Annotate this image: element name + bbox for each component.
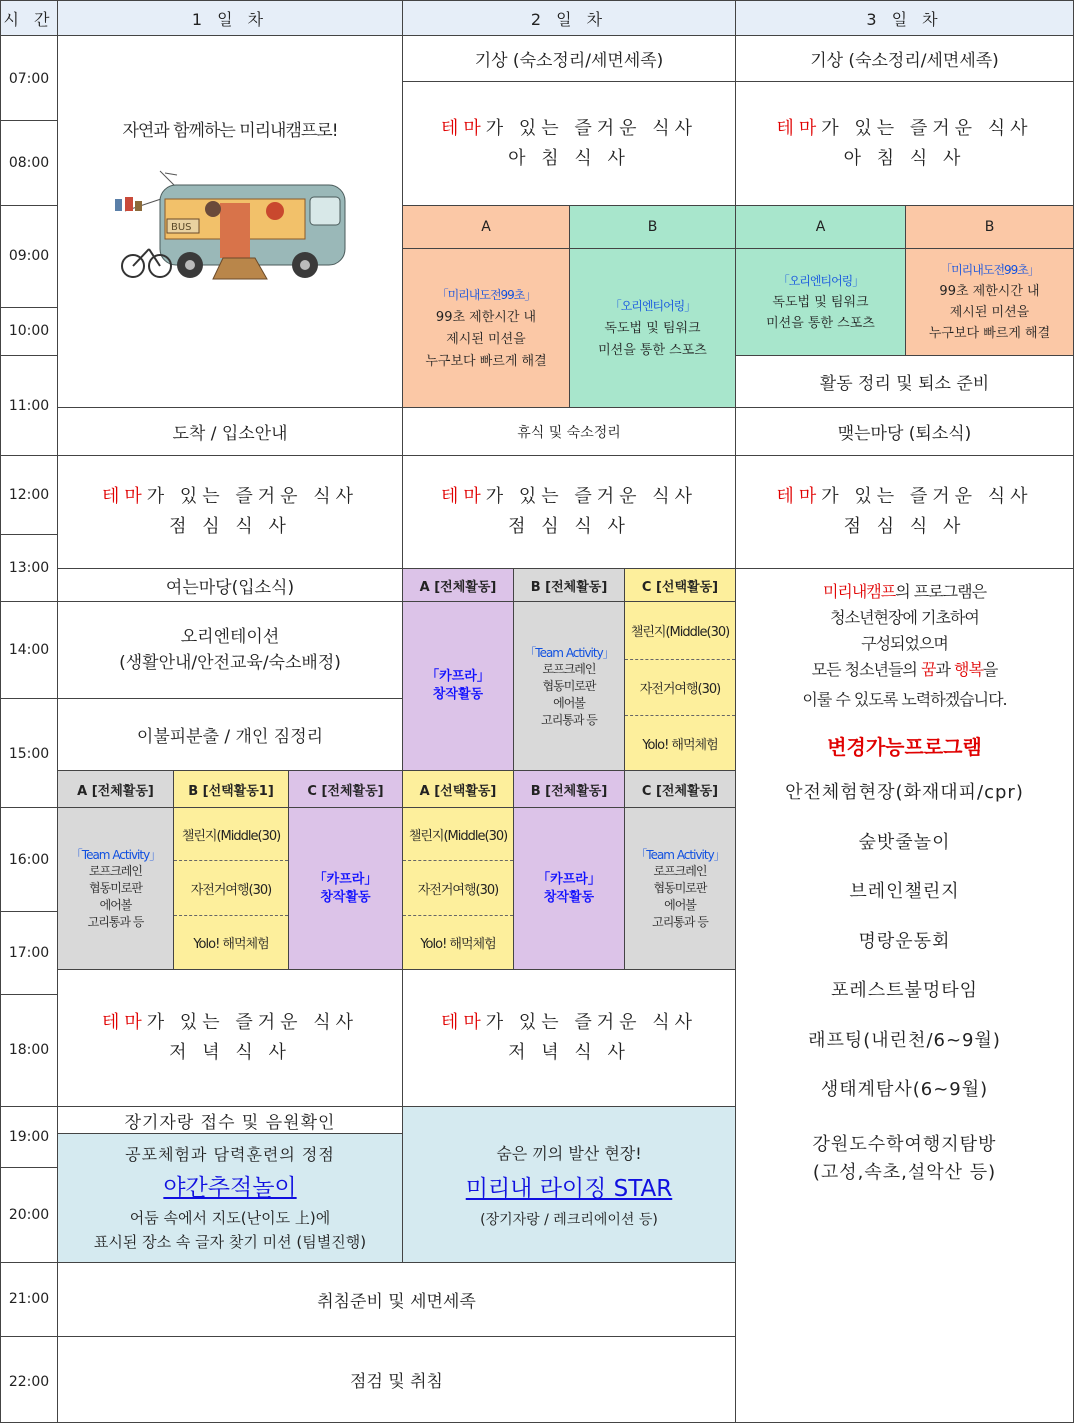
meal-theme-line	[441, 1008, 697, 1038]
day1-opening-label: 여는마당(입소식)	[165, 577, 295, 598]
team-item: 에어볼	[664, 898, 696, 912]
day2-wakeup	[402, 35, 736, 82]
night-check	[57, 1336, 736, 1423]
meal-phrase: 가 있는 즐거운 식사	[485, 117, 698, 139]
day1-group-a-header	[57, 770, 174, 808]
dinner-label: 저 녁 식 사	[169, 1042, 291, 1063]
header-day3	[735, 0, 1074, 36]
kapla-subtitle: 창작활동	[432, 687, 484, 702]
time-label: 21:00	[8, 1291, 50, 1307]
header-day2-label: 2 일 차	[530, 9, 608, 29]
camp-bus-illustration	[105, 161, 355, 291]
theme-word: 테마	[440, 486, 486, 507]
day3-notice-text	[802, 579, 1006, 713]
notice-text: 의 프로그램은	[895, 582, 987, 601]
program-item: 포레스트불멍타임	[830, 980, 979, 1001]
team-activity-title: 「Team Activity」	[635, 848, 725, 862]
day2-group-a-header	[402, 205, 570, 249]
time-label: 09:00	[8, 248, 50, 264]
notice-line: 구성되었으며	[861, 634, 948, 653]
miri99-line: 제시된 미션을	[446, 331, 526, 347]
team-item: 에어볼	[99, 898, 132, 912]
svg-text:BUS: BUS	[171, 222, 192, 233]
day2-pm2-group-c-header	[624, 770, 736, 808]
time-label: 19:00	[8, 1129, 50, 1145]
miri99-line: 누구보다 빠르게 해결	[928, 326, 1051, 341]
notice-line: 청소년현장에 기초하여	[830, 608, 979, 627]
meal-phrase: 가 있는 즐거운 식사	[821, 486, 1033, 507]
day2-lunch	[402, 455, 736, 569]
time-label: 14:00	[8, 642, 50, 658]
night-title: 야간추적놀이	[163, 1175, 297, 1201]
group-label: A	[481, 219, 491, 235]
theme-word: 테마	[776, 117, 822, 139]
rising-star-title: 미리내 라이징 STAR	[465, 1175, 673, 1202]
yolo-label: Yolo! 해먹체험	[642, 737, 718, 753]
day2-rest	[402, 407, 736, 456]
header-time	[0, 0, 58, 36]
team-item: 고리통과 등	[87, 915, 144, 929]
night-subtitle: 공포체험과 담력훈련의 정점	[125, 1145, 335, 1164]
night-prep-label: 취침준비 및 세면세족	[317, 1292, 476, 1312]
day1-arrival-label: 도착 / 입소안내	[172, 424, 288, 444]
day2-group-b-header	[569, 205, 736, 249]
day1-team-activity	[57, 807, 174, 970]
rising-star-subtitle: 숨은 끼의 발산 현장!	[496, 1143, 642, 1163]
night-desc: 표시된 장소 속 글자 찾기 미션 (팀별진행)	[93, 1233, 367, 1251]
program-item: 숲밧줄놀이	[858, 831, 951, 853]
notice-line: 이룰 수 있도록 노력하겠습니다.	[802, 690, 1007, 709]
meal-theme-line	[441, 114, 697, 144]
header-day3-label: 3 일 차	[866, 9, 943, 29]
time-label: 12:00	[8, 487, 50, 503]
meal-phrase: 가 있는 즐거운 식사	[485, 486, 698, 507]
header-day2	[402, 0, 736, 36]
group-label: A	[815, 219, 826, 235]
challenge-label: 챌린지(Middle(30)	[181, 828, 281, 844]
day1-arrival	[57, 407, 403, 456]
day3-miri99	[905, 248, 1074, 356]
orienteering-title: 「오리엔티어링」	[777, 273, 864, 288]
day2-team-activity-pm2	[624, 807, 736, 970]
team-item: 로프크레인	[89, 864, 142, 878]
time-label: 15:00	[8, 746, 50, 762]
time-label: 10:00	[8, 323, 50, 339]
day2-breakfast	[402, 81, 736, 206]
meal-phrase: 가 있는 즐거운 식사	[146, 1012, 359, 1033]
meal-phrase: 가 있는 즐거운 식사	[146, 486, 359, 507]
miri99-title: 「미리내도전99초」	[436, 287, 536, 302]
header-time-label: 시 간	[3, 9, 55, 29]
time-label: 18:00	[8, 1042, 50, 1058]
kapla-title: 「카프라」	[537, 871, 601, 887]
day2-miri99	[402, 248, 570, 408]
time-label: 17:00	[8, 945, 50, 961]
day1-intro-cell	[57, 35, 403, 408]
notice-line	[802, 579, 1006, 605]
day1-talent-registration	[57, 1106, 403, 1134]
day3-lunch	[735, 455, 1074, 569]
night-prep	[57, 1262, 736, 1337]
day2-team-activity	[513, 601, 625, 771]
night-check-label: 점검 및 취침	[350, 1372, 443, 1392]
team-activity-title: 「Team Activity」	[70, 848, 161, 862]
tour-places: (고성,속초,설악산 등)	[812, 1161, 997, 1183]
day2-kapla-pm2	[513, 807, 625, 970]
theme-word: 테마	[440, 117, 486, 139]
group-label: B [전체활동]	[530, 783, 608, 799]
day2-kapla	[402, 601, 514, 771]
orienteering-title: 「오리엔티어링」	[609, 298, 696, 313]
challenge-label: 챌린지(Middle(30)	[630, 625, 730, 640]
bike-label: 자전거여행(30)	[639, 682, 721, 697]
day2-group-c-frame	[624, 601, 736, 771]
day1-intro-text: 자연과 함께하는 미리내캠프로!	[122, 121, 338, 141]
day1-opening	[57, 568, 403, 602]
miri99-line: 누구보다 빠르게 해결	[425, 353, 547, 369]
breakfast-label: 아 침 식 사	[508, 147, 630, 169]
team-item: 고리통과 등	[541, 712, 597, 727]
orienteering-line: 독도법 및 팀워크	[772, 294, 869, 310]
rising-star-desc: (장기자랑 / 레크리에이션 등)	[480, 1211, 658, 1228]
breakfast-label: 아 침 식 사	[843, 147, 966, 169]
day3-breakfast	[735, 81, 1074, 206]
day1-bedding	[57, 698, 403, 771]
meal-theme-line	[441, 482, 697, 512]
program-item: 안전체험현장(화재대피/cpr)	[785, 782, 1024, 803]
group-label: A [선택활동]	[419, 783, 497, 799]
program-item: 브레인챌린지	[849, 881, 960, 902]
group-label: C [전체활동]	[307, 783, 384, 799]
day3-cleanup	[735, 355, 1074, 408]
bike-label: 자전거여행(30)	[190, 882, 272, 898]
group-label: B	[984, 219, 995, 235]
time-label: 07:00	[8, 71, 50, 87]
tour-title: 강원도수학여행지탐방	[812, 1133, 997, 1155]
changeable-program-list	[785, 768, 1024, 1115]
time-label: 22:00	[8, 1374, 50, 1390]
miri99-line: 제시된 미션을	[949, 305, 1030, 320]
team-item: 에어볼	[553, 695, 585, 710]
meal-phrase: 가 있는 즐거운 식사	[821, 117, 1033, 139]
miri99-title: 「미리내도전99초」	[940, 263, 1039, 277]
notice-text: 과	[935, 660, 954, 679]
day2-pm-group-a-header	[402, 568, 514, 602]
bike-label: 자전거여행(30)	[417, 882, 499, 898]
lunch-label: 점 심 식 사	[169, 516, 291, 537]
meal-phrase: 가 있는 즐거운 식사	[485, 1012, 698, 1033]
day1-group-b-header	[173, 770, 289, 808]
day2-pm2-group-b-header	[513, 770, 625, 808]
day3-closing	[735, 407, 1074, 456]
notice-line	[802, 657, 1006, 683]
day3-group-a-header	[735, 205, 906, 249]
challenge-label: 챌린지(Middle(30)	[408, 828, 508, 844]
group-label: B	[647, 219, 658, 235]
orientation-title: 오리엔테이션	[180, 627, 280, 647]
meal-theme-line	[102, 482, 358, 512]
notice-text: 모든 청소년들의	[811, 660, 921, 679]
dinner-label: 저 녁 식 사	[508, 1042, 630, 1063]
day1-group-b-frame	[173, 807, 289, 970]
day2-dinner	[402, 969, 736, 1107]
time-label: 16:00	[8, 852, 50, 868]
day1-dinner	[57, 969, 403, 1107]
time-label: 13:00	[8, 560, 50, 576]
program-item: 명랑운동회	[858, 930, 951, 952]
team-item: 로프크레인	[653, 864, 707, 878]
day1-night-tracking	[57, 1133, 403, 1263]
meal-theme-line	[776, 482, 1032, 512]
group-label: B [전체활동]	[530, 579, 608, 595]
orienteering-line: 미션을 통한 스포츠	[598, 342, 707, 358]
day3-notice-panel	[735, 568, 1074, 1423]
day1-lunch	[57, 455, 403, 569]
kapla-title: 「카프라」	[426, 669, 490, 684]
day3-orienteering	[735, 248, 906, 356]
group-label: A [전체활동]	[419, 579, 497, 595]
miri99-line: 99초 제한시간 내	[435, 309, 537, 325]
day2-group-a-frame	[402, 807, 514, 970]
lunch-label: 점 심 식 사	[508, 516, 630, 537]
team-activity-title: 「Team Activity」	[524, 645, 614, 660]
yolo-label: Yolo! 해먹체험	[420, 937, 496, 952]
team-item: 협동미로판	[653, 881, 707, 895]
day3-wakeup	[735, 35, 1074, 82]
closing-label: 맺는마당 (퇴소식)	[837, 424, 972, 444]
day2-rising-star	[402, 1106, 736, 1263]
meal-theme-line	[776, 114, 1032, 144]
time-label: 08:00	[8, 155, 50, 171]
day1-bedding-label: 이불피분출 / 개인 짐정리	[136, 727, 324, 747]
day1-orientation	[57, 601, 403, 699]
group-label: C [전체활동]	[641, 783, 719, 799]
day1-kapla	[288, 807, 403, 970]
kapla-subtitle: 창작활동	[543, 889, 595, 905]
theme-word: 테마	[101, 1012, 147, 1033]
team-item: 협동미로판	[542, 678, 596, 693]
cleanup-label: 활동 정리 및 퇴소 준비	[819, 374, 990, 394]
theme-word: 테마	[776, 486, 822, 507]
notice-camp-name: 미리내캠프	[822, 582, 896, 601]
day2-pm-group-b-header	[513, 568, 625, 602]
time-label: 11:00	[8, 398, 50, 414]
orientation-detail: (생활안내/안전교육/숙소배정)	[119, 653, 341, 673]
notice-happy: 행복	[954, 660, 983, 679]
wakeup-label: 기상 (숙소정리/세면세족)	[474, 51, 664, 71]
rest-label: 휴식 및 숙소정리	[517, 424, 621, 441]
group-label: A [전체활동]	[77, 783, 154, 799]
orienteering-line: 독도법 및 팀워크	[604, 320, 701, 336]
day2-pm-group-c-header	[624, 568, 736, 602]
group-label: C [선택활동]	[641, 579, 719, 595]
miri99-line: 99초 제한시간 내	[939, 284, 1040, 299]
header-day1-label: 1 일 차	[191, 9, 269, 29]
notice-text: 을	[982, 660, 998, 679]
kapla-title: 「카프라」	[313, 871, 378, 887]
yolo-label: Yolo! 해먹체험	[193, 937, 269, 952]
time-label: 20:00	[8, 1207, 50, 1223]
wakeup-label: 기상 (숙소정리/세면세족)	[810, 51, 999, 71]
team-item: 로프크레인	[542, 661, 596, 676]
header-day1	[57, 0, 403, 36]
night-desc: 어둠 속에서 지도(난이도 上)에	[129, 1209, 331, 1227]
day1-group-c-header	[288, 770, 403, 808]
day2-pm2-group-a-header	[402, 770, 514, 808]
day3-group-b-header	[905, 205, 1074, 249]
program-item: 생태계탐사(6~9월)	[820, 1079, 989, 1100]
changeable-program-title: 변경가능프로그램	[827, 735, 982, 759]
meal-theme-line	[102, 1008, 358, 1038]
day2-orienteering	[569, 248, 736, 408]
kapla-subtitle: 창작활동	[320, 889, 371, 905]
theme-word: 테마	[101, 486, 147, 507]
team-item: 고리통과 등	[652, 915, 708, 929]
lunch-label: 점 심 식 사	[843, 516, 966, 537]
talent-reg-label: 장기자랑 접수 및 음원확인	[124, 1112, 336, 1133]
notice-dream: 꿈	[920, 660, 936, 679]
group-label: B [선택활동1]	[188, 783, 274, 799]
program-item: 래프팅(내린천/6~9월)	[808, 1029, 1001, 1051]
theme-word: 테마	[440, 1012, 486, 1033]
team-item: 협동미로판	[89, 881, 142, 895]
orienteering-line: 미션을 통한 스포츠	[766, 315, 875, 331]
